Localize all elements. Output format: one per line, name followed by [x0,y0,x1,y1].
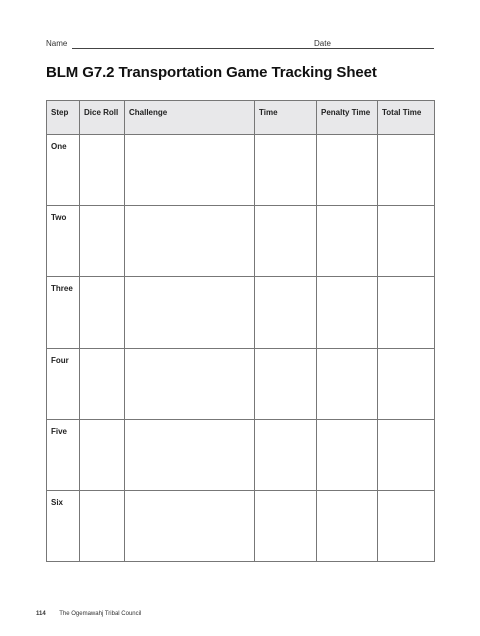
penalty-time-cell[interactable] [317,135,378,206]
name-field[interactable] [72,48,345,49]
time-cell[interactable] [255,206,317,277]
total-time-cell[interactable] [378,490,435,561]
penalty-time-cell[interactable] [317,490,378,561]
dice-roll-cell[interactable] [80,419,125,490]
step-label: Two [47,206,80,277]
table-row [47,419,435,490]
table-row [47,490,435,561]
time-cell[interactable] [255,419,317,490]
total-time-cell[interactable] [378,419,435,490]
table-row [47,348,435,419]
time-cell[interactable] [255,277,317,348]
dice-roll-cell[interactable] [80,348,125,419]
dice-roll-cell[interactable] [80,206,125,277]
table-header-row [47,101,435,135]
name-label: Name [46,39,68,48]
page-number: 114 [36,611,46,617]
dice-roll-cell[interactable] [80,135,125,206]
penalty-time-cell[interactable] [317,277,378,348]
page-footer [36,611,141,617]
table-row [47,277,435,348]
page-title: BLM G7.2 Transportation Game Tracking Sheet [46,64,377,81]
step-label: Three [47,277,80,348]
column-header-challenge: Challenge [125,101,255,135]
penalty-time-cell[interactable] [317,419,378,490]
challenge-cell[interactable] [125,490,255,561]
challenge-cell[interactable] [125,348,255,419]
dice-roll-cell[interactable] [80,490,125,561]
total-time-cell[interactable] [378,206,435,277]
total-time-cell[interactable] [378,277,435,348]
penalty-time-cell[interactable] [317,348,378,419]
step-label: Six [47,490,80,561]
column-header-time: Time [255,101,317,135]
total-time-cell[interactable] [378,348,435,419]
penalty-time-cell[interactable] [317,206,378,277]
challenge-cell[interactable] [125,277,255,348]
column-header-penalty-time: Penalty Time [317,101,378,135]
column-header-step: Step [47,101,80,135]
column-header-total-time: Total Time [378,101,435,135]
step-label: One [47,135,80,206]
total-time-cell[interactable] [378,135,435,206]
challenge-cell[interactable] [125,419,255,490]
table-row [47,135,435,206]
time-cell[interactable] [255,490,317,561]
header-fields [46,39,434,51]
date-label: Date [314,39,331,48]
date-field[interactable] [340,48,434,49]
time-cell[interactable] [255,348,317,419]
time-cell[interactable] [255,135,317,206]
challenge-cell[interactable] [125,206,255,277]
step-label: Four [47,348,80,419]
dice-roll-cell[interactable] [80,277,125,348]
table-row [47,206,435,277]
publisher-credit: The Ogemawahj Tribal Council [59,611,142,617]
challenge-cell[interactable] [125,135,255,206]
step-label: Five [47,419,80,490]
tracking-table [46,100,435,562]
column-header-dice-roll: Dice Roll [80,101,125,135]
